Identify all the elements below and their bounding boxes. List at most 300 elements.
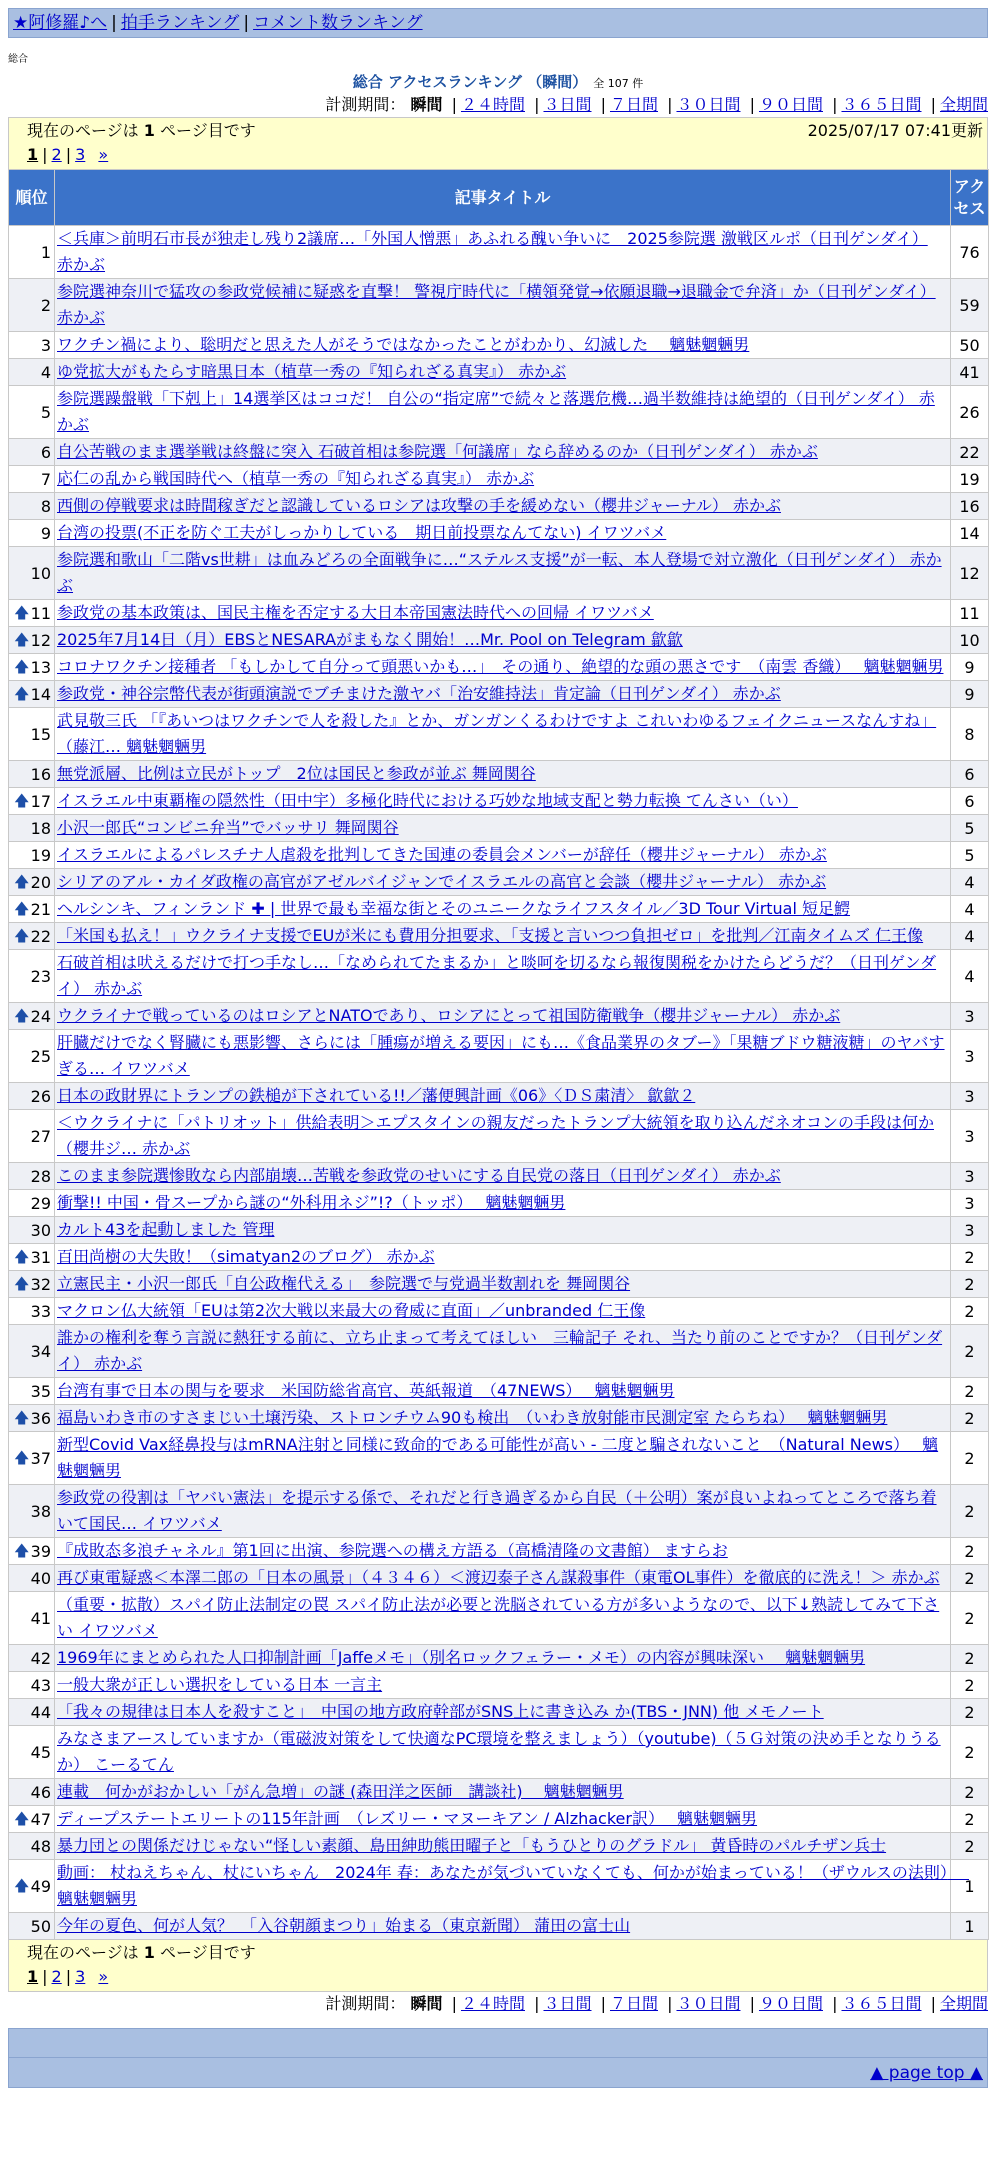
access-count: 2: [951, 1645, 989, 1672]
table-row: [9, 1003, 989, 1030]
article-title-link[interactable]: 無党派層、比例は立民がトップ 2位は国民と参政が並ぶ 舞岡関谷: [57, 764, 536, 783]
rank-cell: [9, 359, 55, 386]
title-cell: [55, 520, 951, 547]
title-cell: [55, 1298, 951, 1325]
rank-cell: [9, 520, 55, 547]
period-label: 計測期間：: [325, 1994, 406, 2013]
rank-cell: [9, 386, 55, 439]
access-count: 4: [951, 923, 989, 950]
article-title-link[interactable]: 参院選躁盤戦「下剋上」14選挙区はココだ！ 自公の“指定席”で続々と落選危機…過半数維持は絶望的（日刊ゲンダイ） 赤かぶ: [57, 389, 935, 434]
col-header-access: アクセス: [951, 170, 989, 226]
access-count: 2: [951, 1405, 989, 1432]
rank-up-arrow-icon: 🡅: [14, 872, 30, 891]
table-row: [9, 788, 989, 815]
title-cell: [55, 1271, 951, 1298]
article-title-link[interactable]: 『成敗态多浪チャネル』第1回に出演、参院選への構え方語る（高橋清隆の文書館） ますらお: [57, 1541, 728, 1560]
rank-number: 13: [30, 657, 51, 677]
rank-cell: [9, 681, 55, 708]
table-row: [9, 1030, 989, 1083]
access-count: 19: [951, 466, 989, 493]
rank-up-arrow-icon: 🡅: [14, 684, 30, 703]
rank-cell: [9, 1030, 55, 1083]
rank-number: 20: [30, 872, 51, 892]
rank-cell: [9, 1860, 55, 1913]
page-info-top: [8, 117, 988, 169]
access-count: 26: [951, 386, 989, 439]
table-row: [9, 1244, 989, 1271]
article-title-link[interactable]: シリアのアル・カイダ政権の高官がアゼルバイジャンでイスラエルの高官と会談（櫻井ジャーナル） 赤かぶ: [57, 872, 827, 891]
table-row: [9, 600, 989, 627]
access-count: 2: [951, 1378, 989, 1405]
access-count: 2: [951, 1779, 989, 1806]
rank-number: 12: [30, 630, 51, 650]
table-row: [9, 896, 989, 923]
access-count: 2: [951, 1806, 989, 1833]
access-count: 12: [951, 547, 989, 600]
rank-number: 40: [30, 1568, 51, 1588]
table-row: [9, 1538, 989, 1565]
period-3d[interactable]: ３日間: [543, 95, 592, 114]
article-title-link[interactable]: 参政党・神谷宗幣代表が街頭演説でブチまけた激ヤバ「治安維持法」肯定論（日刊ゲンダイ） 赤かぶ: [57, 684, 781, 703]
rank-number: 41: [30, 1608, 51, 1628]
table-row: [9, 1913, 989, 1940]
rank-number: 24: [30, 1006, 51, 1026]
access-count: 3: [951, 1163, 989, 1190]
article-title-link[interactable]: みなさまアースしていますか（電磁波対策をして快適なPC環境を整えましょう）（youtube)（５Ｇ対策の決め手となりうるか） こーるてん: [57, 1729, 941, 1774]
rank-up-arrow-icon: 🡅: [14, 1408, 30, 1427]
title-cell: [55, 1432, 951, 1485]
footer-bar: [8, 2028, 988, 2058]
access-count: 6: [951, 761, 989, 788]
title-cell: [55, 1592, 951, 1645]
access-count: 2: [951, 1298, 989, 1325]
title-cell: [55, 493, 951, 520]
access-count: 4: [951, 896, 989, 923]
rank-number: 10: [30, 563, 51, 583]
title-cell: [55, 1538, 951, 1565]
period-all[interactable]: 全期間: [939, 95, 988, 114]
rank-cell: [9, 1217, 55, 1244]
article-title-link[interactable]: 1969年にまとめられた人口抑制計画「Jaffeメモ」（別名ロックフェラー・メモ）の内容が興味深い 魑魅魍魎男: [57, 1648, 866, 1667]
rank-cell: [9, 600, 55, 627]
pager-page-3[interactable]: 3: [75, 145, 86, 164]
rank-cell: [9, 1565, 55, 1592]
page-info-text: ページ目です: [160, 121, 256, 140]
title-cell: [55, 1779, 951, 1806]
access-count: 2: [951, 1726, 989, 1779]
pager-top: 1 | 2 | 3 »: [27, 145, 109, 164]
rank-number: 6: [40, 442, 51, 462]
rank-cell: [9, 923, 55, 950]
title-cell: [55, 896, 951, 923]
rank-cell: [9, 1244, 55, 1271]
rank-cell: [9, 708, 55, 761]
rank-number: 2: [40, 295, 51, 315]
access-count: 3: [951, 1030, 989, 1083]
period-24h[interactable]: ２４時間: [460, 95, 525, 114]
access-count: 5: [951, 815, 989, 842]
rank-number: 15: [30, 724, 51, 744]
page-top-bar: [8, 2058, 988, 2088]
rank-number: 14: [30, 684, 51, 704]
article-title-link[interactable]: 自公苦戦のまま選挙戦は終盤に突入 石破首相は参院選「何議席」なら辞めるのか（日刊ゲンダイ） 赤かぶ: [57, 442, 818, 461]
table-row: [9, 869, 989, 896]
table-row: [9, 1083, 989, 1110]
rank-cell: [9, 1645, 55, 1672]
table-row: [9, 520, 989, 547]
access-count: 3: [951, 1110, 989, 1163]
table-row: [9, 842, 989, 869]
period-current: 瞬間: [410, 95, 443, 114]
pager-page-2[interactable]: 2: [51, 145, 62, 164]
access-count: 50: [951, 332, 989, 359]
period-30d[interactable]: ３０日間: [676, 1994, 741, 2013]
article-title-link[interactable]: 再び東電疑惑＜本澤二郎の「日本の風景」（４３４６）＜渡辺泰子さん謀殺事件（東電OL事件）を徹底的に洗え！＞ 赤かぶ: [57, 1568, 940, 1587]
article-title-link[interactable]: ディープステートエリートの115年計画 （レズリー・マヌーキアン / Alzhacker訳） 魑魅魍魎男: [57, 1809, 758, 1828]
rank-number: 9: [40, 523, 51, 543]
rank-cell: [9, 1913, 55, 1940]
page-info-text: ページ目です: [160, 1943, 256, 1962]
title-cell: [55, 1190, 951, 1217]
rank-number: 37: [30, 1448, 51, 1468]
table-row: [9, 1485, 989, 1538]
separator: |: [243, 13, 250, 33]
pager-page-2[interactable]: 2: [51, 1967, 62, 1986]
rank-number: 3: [40, 335, 51, 355]
title-cell: [55, 1860, 969, 1913]
title-cell: [55, 332, 951, 359]
period-3d[interactable]: ３日間: [543, 1994, 592, 2013]
title-cell: [55, 439, 951, 466]
rank-number: 44: [30, 1702, 51, 1722]
access-count: 14: [951, 520, 989, 547]
article-title-link[interactable]: このまま参院選惨敗なら内部崩壊…苦戦を参政党のせいにする自民党の落日（日刊ゲンダイ） 赤かぶ: [57, 1166, 781, 1185]
page-info-number: 1: [143, 121, 155, 140]
page-info-text: 現在のページは: [27, 1943, 139, 1962]
access-count: 8: [951, 708, 989, 761]
title-cell: [55, 1378, 951, 1405]
rank-cell: [9, 1110, 55, 1163]
rank-cell: [9, 279, 55, 332]
table-row: [9, 1779, 989, 1806]
page-top-link[interactable]: ▲ page top ▲: [870, 2063, 983, 2083]
rank-cell: [9, 1672, 55, 1699]
rank-cell: [9, 1003, 55, 1030]
pager-current: 1: [27, 145, 39, 164]
rank-up-arrow-icon: 🡅: [14, 1541, 30, 1560]
article-title-link[interactable]: 台湾有事で日本の関与を要求 米国防総省高官、英紙報道 （47NEWS） 魑魅魍魎男: [57, 1381, 675, 1400]
article-title-link[interactable]: （重要・拡散）スパイ防止法制定の罠 スパイ防止法が必要と洗脳されている方が多いようなので、以下↓熟読してみて下さい イワツバメ: [57, 1595, 940, 1640]
table-row: [9, 1163, 989, 1190]
period-30d[interactable]: ３０日間: [676, 95, 741, 114]
table-row: [9, 815, 989, 842]
access-count: 2: [951, 1565, 989, 1592]
rank-up-arrow-icon: 🡅: [14, 791, 30, 810]
article-title-link[interactable]: 日本の政財界にトランプの鉄槌が下されている!!／藩便興計画《06》〈ＤＳ粛清〉 歙歙２: [57, 1086, 696, 1105]
title-cell: [55, 1913, 951, 1940]
title-cell: [55, 654, 951, 681]
table-row: [9, 547, 989, 600]
rank-number: 47: [30, 1809, 51, 1829]
article-title-link[interactable]: 参政党の役割は「ヤバい憲法」を提示する係で、それだと行き過ぎるから自民（＋公明）案が良いよねってところで落ち着いて国民… イワツバメ: [57, 1488, 937, 1533]
rank-up-arrow-icon: 🡅: [14, 603, 30, 622]
table-row: [9, 439, 989, 466]
pager-next[interactable]: »: [98, 145, 109, 164]
col-header-rank: 順位: [9, 170, 55, 226]
rank-number: 25: [30, 1046, 51, 1066]
article-title-link[interactable]: コロナワクチン接種者 「もしかして自分って頭悪いかも…」 その通り、絶望的な頭の悪さです （南雲 香織） 魑魅魍魎男: [57, 657, 944, 676]
table-row: [9, 1325, 989, 1378]
access-count: 22: [951, 439, 989, 466]
title-cell: [55, 1003, 951, 1030]
period-current: 瞬間: [410, 1994, 443, 2013]
article-title-link[interactable]: 応仁の乱から戦国時代へ（植草一秀の『知られざる真実』） 赤かぶ: [57, 469, 535, 488]
period-selector-bottom: 計測期間： 瞬間 | ２４時間 | ３日間 | ７日間 | ３０日間 | ９０日間 | ３６５日間 | 全期間: [325, 1994, 988, 2013]
rank-cell: [9, 466, 55, 493]
access-count: 1: [951, 1860, 989, 1913]
article-title-link[interactable]: 台湾の投票(不正を防ぐ工夫がしっかりしている 期日前投票なんてない) イワツバメ: [57, 523, 667, 542]
col-header-title: 記事タイトル: [55, 170, 951, 226]
separator: |: [111, 13, 117, 33]
page-info-bottom: [8, 1940, 988, 1992]
rank-number: 18: [30, 818, 51, 838]
article-title-link[interactable]: 連載 何かがおかしい「がん急増」の謎 (森田洋之医師 講談社) 魑魅魍魎男: [57, 1782, 624, 1801]
title-cell: [55, 708, 951, 761]
title-cell: [55, 1485, 951, 1538]
article-title-link[interactable]: 福島いわき市のすさまじい土壌汚染、ストロンチウム90も検出 （いわき放射能市民測定室 たらちね） 魑魅魍魎男: [57, 1408, 888, 1427]
rank-number: 1: [40, 242, 51, 262]
rank-up-arrow-icon: 🡅: [14, 899, 30, 918]
access-count: 6: [951, 788, 989, 815]
period-7d[interactable]: ７日間: [609, 95, 658, 114]
rank-cell: [9, 950, 55, 1003]
rank-number: 46: [30, 1782, 51, 1802]
table-row: [9, 359, 989, 386]
article-title-link[interactable]: ＜ウクライナに「パトリオット」供給表明＞エプスタインの親友だったトランプ大統領を取り込んだネオコンの手段は何か（櫻井ジ… 赤かぶ: [57, 1113, 934, 1158]
article-title-link[interactable]: 衝撃!! 中国・骨スープから謎の“外科用ネジ”!?（トッポ） 魑魅魍魎男: [57, 1193, 566, 1212]
title-cell: [55, 788, 951, 815]
rank-cell: [9, 1779, 55, 1806]
access-count: 2: [951, 1592, 989, 1645]
rank-up-arrow-icon: 🡅: [14, 1247, 30, 1266]
table-row: [9, 654, 989, 681]
link-clap-ranking[interactable]: 拍手ランキング: [120, 13, 240, 33]
article-title-link[interactable]: 石破首相は吠えるだけで打つ手なし…「なめられてたまるか」と啖呵を切るなら報復関税をかけたらどうだ？（日刊ゲンダイ） 赤かぶ: [57, 953, 937, 998]
table-row: [9, 279, 989, 332]
access-count: 3: [951, 1003, 989, 1030]
article-title-link[interactable]: ヘルシンキ、フィンランド ✚ | 世界で最も幸福な街とそのユニークなライフスタイル／3D Tour Virtual 短足鰐: [57, 899, 851, 918]
rank-number: 43: [30, 1675, 51, 1695]
article-title-link[interactable]: 立憲民主・小沢一郎氏「自公政権代える」 参院選で与党過半数割れを 舞岡関谷: [57, 1274, 631, 1293]
article-title-link[interactable]: 参政党の基本政策は、国民主権を否定する大日本帝国憲法時代への回帰 イワツバメ: [57, 603, 654, 622]
access-count: 9: [951, 654, 989, 681]
rank-cell: [9, 332, 55, 359]
rank-number: 22: [30, 926, 51, 946]
rank-number: 32: [30, 1274, 51, 1294]
access-count: 3: [951, 1217, 989, 1244]
access-count: 10: [951, 627, 989, 654]
access-count: 2: [951, 1432, 989, 1485]
rank-cell: [9, 1325, 55, 1378]
access-count: 41: [951, 359, 989, 386]
article-title-link[interactable]: ゆ党拡大がもたらす暗黒日本（植草一秀の『知られざる真実』） 赤かぶ: [57, 362, 567, 381]
rank-up-arrow-icon: 🡅: [14, 1448, 30, 1467]
article-title-link[interactable]: 一般大衆が正しい選択をしている日本 一言主: [57, 1675, 383, 1694]
page-wrapper: [8, 8, 988, 2088]
rank-number: 50: [30, 1916, 51, 1936]
article-title-link[interactable]: イスラエル中東覇権の隠然性（田中宇）多極化時代における巧妙な地域支配と勢力転換 てんさい（い）: [57, 791, 798, 810]
title-cell: [55, 466, 951, 493]
article-title-link[interactable]: 「米国も払え！」ウクライナ支援でEUが米にも費用分担要求、「支援と言いつつ負担ゼロ」を批判／江南タイムズ 仁王像: [57, 926, 924, 945]
table-row: [9, 1833, 989, 1860]
table-row: [9, 332, 989, 359]
rank-cell: [9, 1378, 55, 1405]
top-nav-bar: [8, 8, 988, 38]
rank-cell: [9, 1190, 55, 1217]
access-count: 4: [951, 869, 989, 896]
rank-cell: [9, 1163, 55, 1190]
period-all[interactable]: 全期間: [939, 1994, 988, 2013]
rank-number: 23: [30, 966, 51, 986]
rank-cell: [9, 761, 55, 788]
article-title-link[interactable]: 百田尚樹の大失敗！（simatyan2のブログ） 赤かぶ: [57, 1247, 435, 1266]
table-row: [9, 1806, 989, 1833]
table-row: [9, 1432, 989, 1485]
period-365d[interactable]: ３６５日間: [841, 95, 922, 114]
page-title: 総合 アクセスランキング （瞬間）: [352, 73, 588, 91]
period-90d[interactable]: ９０日間: [758, 95, 823, 114]
title-cell: [55, 1833, 951, 1860]
pager-page-3[interactable]: 3: [75, 1967, 86, 1986]
article-title-link[interactable]: 武見敬三氏 「『あいつはワクチンで人を殺した』とか、ガンガンくるわけですよ これいわゆるフェイクニュースなんすね」（藤江… 魑魅魍魎男: [57, 711, 937, 756]
link-ashura-home[interactable]: ★阿修羅♪へ: [13, 13, 108, 33]
rank-number: 35: [30, 1381, 51, 1401]
rank-number: 11: [30, 603, 51, 623]
period-24h[interactable]: ２４時間: [460, 1994, 525, 2013]
article-title-link[interactable]: 「我々の規律は日本人を殺すこと」 中国の地方政府幹部がSNS上に書き込み か(TBS・JNN) 他 メモノート: [57, 1702, 824, 1721]
title-cell: [55, 1405, 951, 1432]
rank-number: 19: [30, 845, 51, 865]
title-cell: [55, 386, 951, 439]
article-title-link[interactable]: 参院選和歌山「二階vs世耕」は血みどろの全面戦争に…“ステルス支援”が一転、本人登場で対立激化（日刊ゲンダイ） 赤かぶ: [57, 550, 942, 595]
rank-cell: [9, 226, 55, 279]
ranking-table: [8, 169, 989, 1940]
table-row: [9, 1190, 989, 1217]
access-count: 5: [951, 842, 989, 869]
table-row: [9, 1565, 989, 1592]
rank-number: 39: [30, 1541, 51, 1561]
rank-number: 26: [30, 1086, 51, 1106]
rank-cell: [9, 493, 55, 520]
table-row: [9, 1110, 989, 1163]
table-row: [9, 1699, 989, 1726]
article-title-link[interactable]: 暴力団との関係だけじゃない“怪しい素顔、島田紳助熊田曜子と「もうひとりのグラドル」 黄昏時のパルチザン兵士: [57, 1836, 887, 1855]
pager-next[interactable]: »: [98, 1967, 109, 1986]
article-title-link[interactable]: 新型Covid Vax経鼻投与はmRNA注射と同様に致命的である可能性が高い - 二度と騙されないこと （Natural News） 魑魅魍魎男: [57, 1435, 939, 1480]
article-title-link[interactable]: ワクチン禍により、聡明だと思えた人がそうではなかったことがわかり、幻滅した 魑魅魍魎男: [57, 335, 750, 354]
article-title-link[interactable]: マクロン仏大統領「EUは第2次大戦以来最大の脅威に直面」／unbranded 仁王像: [57, 1301, 646, 1320]
title-cell: [55, 1699, 951, 1726]
rank-up-arrow-icon: 🡅: [14, 1876, 30, 1895]
ranking-title-line: [8, 71, 988, 93]
access-count: 2: [951, 1244, 989, 1271]
article-title-link[interactable]: ＜兵庫＞前明石市長が独走し残り2議席…「外国人憎悪」あふれる醜い争いに 2025参院選 激戦区ルポ（日刊ゲンダイ） 赤かぶ: [57, 229, 928, 274]
access-count: 2: [951, 1699, 989, 1726]
pager-current: 1: [27, 1967, 39, 1986]
rank-number: 34: [30, 1341, 51, 1361]
table-header-row: [9, 170, 989, 226]
rank-number: 38: [30, 1501, 51, 1521]
access-count: 2: [951, 1672, 989, 1699]
updated-timestamp: 2025/07/17 07:41更新: [807, 121, 983, 140]
rank-cell: [9, 842, 55, 869]
rank-cell: [9, 654, 55, 681]
table-row: [9, 1672, 989, 1699]
access-count: 3: [951, 1083, 989, 1110]
article-title-link[interactable]: 西側の停戦要求は時間稼ぎだと認識しているロシアは攻撃の手を緩めない（櫻井ジャーナル） 赤かぶ: [57, 496, 781, 515]
article-title-link[interactable]: 今年の夏色、何が人気？ 「入谷朝顔まつり」始まる（東京新聞） 蒲田の富士山: [57, 1916, 631, 1935]
article-title-link[interactable]: 2025年7月14日（月）EBSとNESARAがまもなく開始！…Mr. Pool on Telegram 歙歙: [57, 630, 683, 649]
article-title-link[interactable]: 動画： 杖ねえちゃん、杖にいちゃん 2024年 春：あなたが気づいていなくても、何かが始まっている！（ザウルスの法則） 魑魅魍魎男: [57, 1863, 969, 1908]
title-cell: [55, 1325, 951, 1378]
title-cell: [55, 681, 951, 708]
rank-cell: [9, 788, 55, 815]
period-selector-top: 計測期間： 瞬間 | ２４時間 | ３日間 | ７日間 | ３０日間 | ９０日間 | ３６５日間 | 全期間: [325, 95, 988, 114]
table-row: [9, 761, 989, 788]
rank-number: 21: [30, 899, 51, 919]
table-row: [9, 1298, 989, 1325]
rank-number: 42: [30, 1648, 51, 1668]
title-cell: [55, 547, 951, 600]
rank-cell: [9, 1271, 55, 1298]
rank-number: 7: [40, 469, 51, 489]
article-title-link[interactable]: ウクライナで戦っているのはロシアとNATOであり、ロシアにとって祖国防衛戦争（櫻井ジャーナル） 赤かぶ: [57, 1006, 841, 1025]
period-365d[interactable]: ３６５日間: [841, 1994, 922, 2013]
article-title-link[interactable]: 誰かの権利を奪う言説に熱狂する前に、立ち止まって考えてほしい 三輪記子 それ、当たり前のことですか？（日刊ゲンダイ） 赤かぶ: [57, 1328, 943, 1373]
article-title-link[interactable]: カルト43を起動しました 管理: [57, 1220, 275, 1239]
title-cell: [55, 1110, 951, 1163]
rank-up-arrow-icon: 🡅: [14, 1809, 30, 1828]
rank-cell: [9, 869, 55, 896]
title-cell: [55, 1565, 951, 1592]
access-count: 11: [951, 600, 989, 627]
rank-cell: [9, 1699, 55, 1726]
rank-cell: [9, 547, 55, 600]
ranking-table-body: [9, 226, 989, 1940]
table-row: [9, 1405, 989, 1432]
article-title-link[interactable]: 小沢一郎氏“コンビニ弁当”でバッサリ 舞岡関谷: [57, 818, 399, 837]
rank-cell: [9, 1083, 55, 1110]
rank-number: 49: [30, 1876, 51, 1896]
rank-number: 4: [40, 362, 51, 382]
article-title-link[interactable]: イスラエルによるパレスチナ人虐殺を批判してきた国連の委員会メンバーが辞任（櫻井ジャーナル） 赤かぶ: [57, 845, 827, 864]
title-cell: [55, 1806, 951, 1833]
rank-number: 33: [30, 1301, 51, 1321]
rank-number: 45: [30, 1742, 51, 1762]
rank-number: 36: [30, 1408, 51, 1428]
rank-number: 16: [30, 764, 51, 784]
rank-cell: [9, 1806, 55, 1833]
link-comment-ranking[interactable]: コメント数ランキング: [253, 13, 423, 33]
article-title-link[interactable]: 参院選神奈川で猛攻の参政党候補に疑惑を直撃！ 警視庁時代に「横領発覚→依願退職→退職金で弁済」か（日刊ゲンダイ） 赤かぶ: [57, 282, 936, 327]
period-7d[interactable]: ７日間: [609, 1994, 658, 2013]
period-90d[interactable]: ９０日間: [758, 1994, 823, 2013]
rank-cell: [9, 627, 55, 654]
rank-number: 31: [30, 1247, 51, 1267]
title-cell: [55, 627, 951, 654]
period-label: 計測期間：: [325, 95, 406, 114]
article-title-link[interactable]: 肝臓だけでなく腎臓にも悪影響、さらには「腫瘍が増える要因」にも…《食品業界のタブー》「果糖ブドウ糖液糖」のヤバすぎる… イワツバメ: [57, 1033, 945, 1078]
